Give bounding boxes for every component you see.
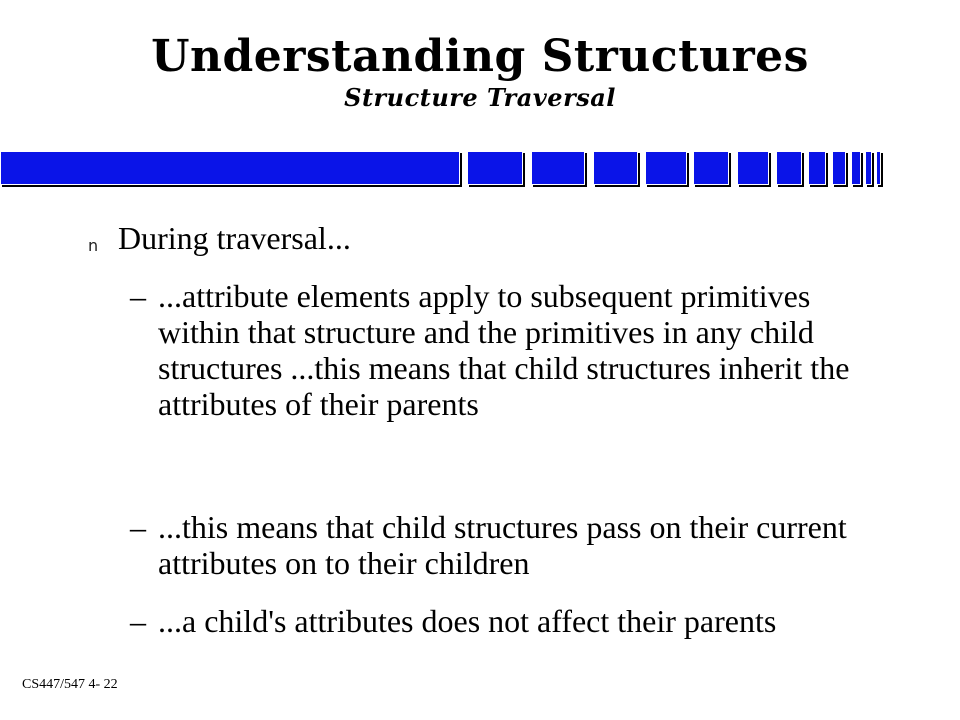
dash-marker: –	[130, 278, 146, 314]
sub-bullet-text: ...this means that child structures pass on their current attributes on to their children	[158, 509, 847, 581]
slide-title: Understanding Structures	[151, 31, 809, 82]
slide-subtitle: Structure Traversal	[344, 83, 616, 112]
bullet-marker: n	[88, 236, 99, 255]
sub-bullet-text: ...a child's attributes does not affect their parents	[158, 603, 777, 639]
bar-segment	[851, 151, 861, 185]
sub-bullet	[130, 509, 870, 581]
bar-segment	[593, 151, 638, 185]
bar-segment	[832, 151, 846, 185]
sub-bullet	[130, 603, 870, 639]
sub-bullet-text: ...attribute elements apply to subsequent primitives within that structure and the primitives in any child structures ...this means that child structures inherit the attributes of their parents	[158, 278, 850, 422]
bar-segment	[865, 151, 872, 185]
bar-segment	[808, 151, 826, 185]
bar-segment	[531, 151, 585, 185]
bar-segment	[0, 151, 460, 185]
bullet-text: During traversal...	[118, 220, 351, 256]
bar-segment	[467, 151, 523, 185]
slide-footer: CS447/547 4- 22	[22, 677, 118, 692]
bar-segment	[876, 151, 881, 185]
sub-bullet	[130, 278, 870, 422]
bar-segment	[776, 151, 802, 185]
bar-segment	[645, 151, 687, 185]
dash-marker: –	[130, 603, 146, 639]
dash-marker: –	[130, 509, 146, 545]
bar-segment	[737, 151, 769, 185]
bar-segment	[693, 151, 729, 185]
